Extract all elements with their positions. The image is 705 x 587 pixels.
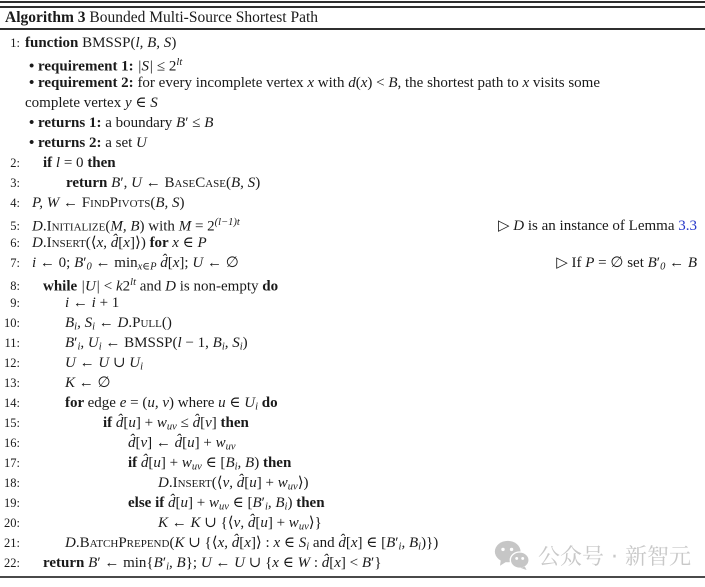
algorithm-line <box>0 73 705 93</box>
algorithm-line <box>0 113 705 133</box>
line-content: else if d̂[u] + $w_{uv}$ ∈ [$B'_i$, $B_i$) then <box>128 495 325 513</box>
line-number: 10: <box>4 316 20 330</box>
line-number: 11: <box>4 336 20 350</box>
watermark-text: 公众号 · 新智元 <box>538 544 691 570</box>
line-content: • returns 1: a boundary B′ ≤ B <box>29 115 214 131</box>
algorithm-line <box>0 413 705 433</box>
algorithm-line <box>0 473 705 493</box>
line-number: 16: <box>4 436 20 450</box>
line-content: i ← i + 1 <box>65 295 120 311</box>
line-content: complete vertex y ∈ S <box>25 95 158 111</box>
line-number: 21: <box>4 536 20 550</box>
algorithm-label: Algorithm 3 <box>5 9 86 26</box>
algorithm-line <box>0 453 705 473</box>
line-number: 15: <box>4 416 20 430</box>
line-content: U ← U ∪ $U_i$ <box>65 355 144 373</box>
line-content: if l = 0 then <box>43 155 116 171</box>
line-content: for edge e = (u, v) where u ∈ $U_i$ do <box>65 395 278 413</box>
algorithm-line <box>0 193 705 213</box>
algorithm-line <box>0 133 705 153</box>
line-number: 19: <box>4 496 20 510</box>
line-content: $B'_i$, $U_i$ ← BMSSP(l − 1, $B_i$, $S_i$) <box>65 335 248 353</box>
algorithm-line <box>0 373 705 393</box>
lemma-link[interactable]: 3.3 <box>678 218 697 235</box>
algorithm-name: Bounded Multi-Source Shortest Path <box>85 9 319 26</box>
algorithm-line <box>0 433 705 453</box>
line-number: 18: <box>4 476 20 490</box>
algorithm-line <box>0 33 705 53</box>
line-content: D.Insert(⟨x, d̂[x]⟩) for x ∈ P <box>32 235 207 251</box>
line-number: 17: <box>4 456 20 470</box>
line-content: D.Insert(⟨v, d̂[u] + $w_{uv}⟩$) <box>158 475 309 493</box>
line-content: P, W ← FindPivots(B, S) <box>32 195 185 211</box>
line-content: d̂[v] ← d̂[u] + $w_{uv}$ <box>128 435 236 453</box>
line-comment: ▷ D is an instance of Lemma 3.3 <box>497 218 697 235</box>
line-number: 5: <box>10 219 20 234</box>
line-number: 1: <box>10 36 20 50</box>
algorithm-line <box>0 533 705 553</box>
line-content: i ← 0; $B'_0$ ← $\min_{x\in P}$ d̂[x]; U ← ∅ <box>32 255 239 273</box>
line-number: 20: <box>4 516 20 530</box>
line-number: 7: <box>10 256 20 270</box>
algorithm-line <box>0 293 705 313</box>
line-content: $B_i$, $S_i$ ← D.Pull() <box>65 315 172 333</box>
algorithm-line <box>0 513 705 533</box>
line-number: 2: <box>10 156 20 170</box>
algorithm-line <box>0 553 705 573</box>
line-number: 14: <box>4 396 20 410</box>
algorithm-line <box>0 53 705 73</box>
line-number: 13: <box>4 376 20 390</box>
line-content: K ← ∅ <box>65 375 111 391</box>
line-content: • requirement 2: for every incomplete vertex x with d(x) < B, the shortest path to x visits some <box>29 75 601 91</box>
line-number: 9: <box>10 296 20 310</box>
bottom-rule <box>0 576 705 578</box>
algorithm-body <box>0 30 705 573</box>
line-number: 8: <box>10 279 20 294</box>
line-number: 6: <box>10 236 20 250</box>
algorithm-line <box>0 253 705 273</box>
algorithm-line <box>0 153 705 173</box>
line-content: • returns 2: a set U <box>29 135 147 151</box>
line-number: 12: <box>4 356 20 370</box>
line-content: D.BatchPrepend(K ∪ {⟨x, d̂[x]⟩ : x ∈ $S_i$ and d̂[x] ∈ [$B'_i$, $B_i$)}) <box>65 535 439 553</box>
algorithm-line <box>0 213 705 233</box>
line-content: if d̂[u] + $w_{uv}$ ≤ d̂[v] then <box>103 415 249 433</box>
line-content: while $|U| < k2^{lt}$ and D is non-empty do <box>43 277 279 295</box>
algorithm-line <box>0 333 705 353</box>
line-content: K ← K ∪ {⟨v, d̂[u] + $w_{uv}⟩$} <box>158 515 322 533</box>
line-number: 22: <box>4 556 20 570</box>
line-content: return B′ ← $\min\{B'_i$, B}; U ← U ∪ {x ∈ W : d̂[x] < B′} <box>43 555 382 573</box>
algorithm-line <box>0 313 705 333</box>
algorithm-line <box>0 493 705 513</box>
line-content: • requirement 1: $|S| \le 2^{lt}$ <box>29 57 183 75</box>
line-content: function BMSSP(l, B, S) <box>25 35 177 51</box>
algorithm-title <box>0 8 705 28</box>
line-number: 3: <box>10 176 20 190</box>
algorithm-line <box>0 393 705 413</box>
algorithm-line <box>0 93 705 113</box>
line-content: if d̂[u] + $w_{uv}$ ∈ [$B_i$, B) then <box>128 455 292 473</box>
algorithm-line <box>0 353 705 373</box>
line-content: D.Initialize(M, B) with $M = 2^{(l-1)t}$ <box>32 217 240 235</box>
line-content: return B′, U ← BaseCase(B, S) <box>66 175 261 191</box>
line-comment: ▷ If P = ∅ set $B'_0$ ← B <box>556 255 697 273</box>
algorithm-line <box>0 173 705 193</box>
line-number: 4: <box>10 196 20 210</box>
